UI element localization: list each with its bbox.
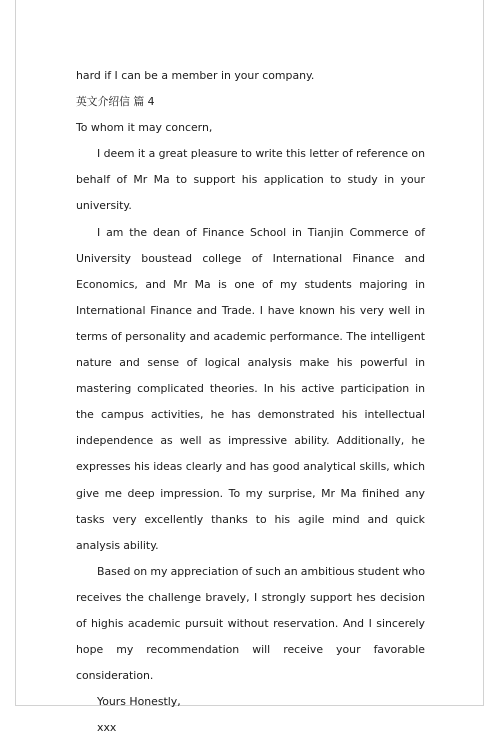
closing: Yours Honestly, — [97, 695, 181, 709]
document-body — [76, 63, 425, 741]
paragraph-recommendation: Based on my appreciation of such an ambitious student who receives the challenge bravely, I strongly support hes decision of highis academic pursuit without reservation. And I sincerely hope my recommendation will receive your favorable consideration. — [76, 564, 425, 683]
section-heading: 英文介绍信 篇 4 — [76, 95, 155, 109]
signature: xxx — [97, 721, 117, 735]
paragraph-background: I am the dean of Finance School in Tianjin Commerce of University boustead college of International Finance and Economics, and Mr Ma is one of my students majoring in International Finance and Trade. I have known his very well in terms of personality and academic performance. The intelligent nature and sense of logical analysis make his powerful in mastering complicated theories. In his active participation in the campus activities, he has demonstrated his intellectual independence as well as impressive ability. Additionally, he expresses his ideas clearly and has good analytical skills, which give me deep impression. To my surprise, Mr Ma finihed any tasks very excellently thanks to his agile mind and quick analysis ability. — [76, 225, 425, 552]
previous-letter-closing-line: hard if I can be a member in your company. — [76, 69, 315, 82]
salutation: To whom it may concern, — [76, 121, 213, 135]
paragraph-intro: I deem it a great pleasure to write this letter of reference on behalf of Mr Ma to support his application to study in your university. — [76, 147, 425, 213]
